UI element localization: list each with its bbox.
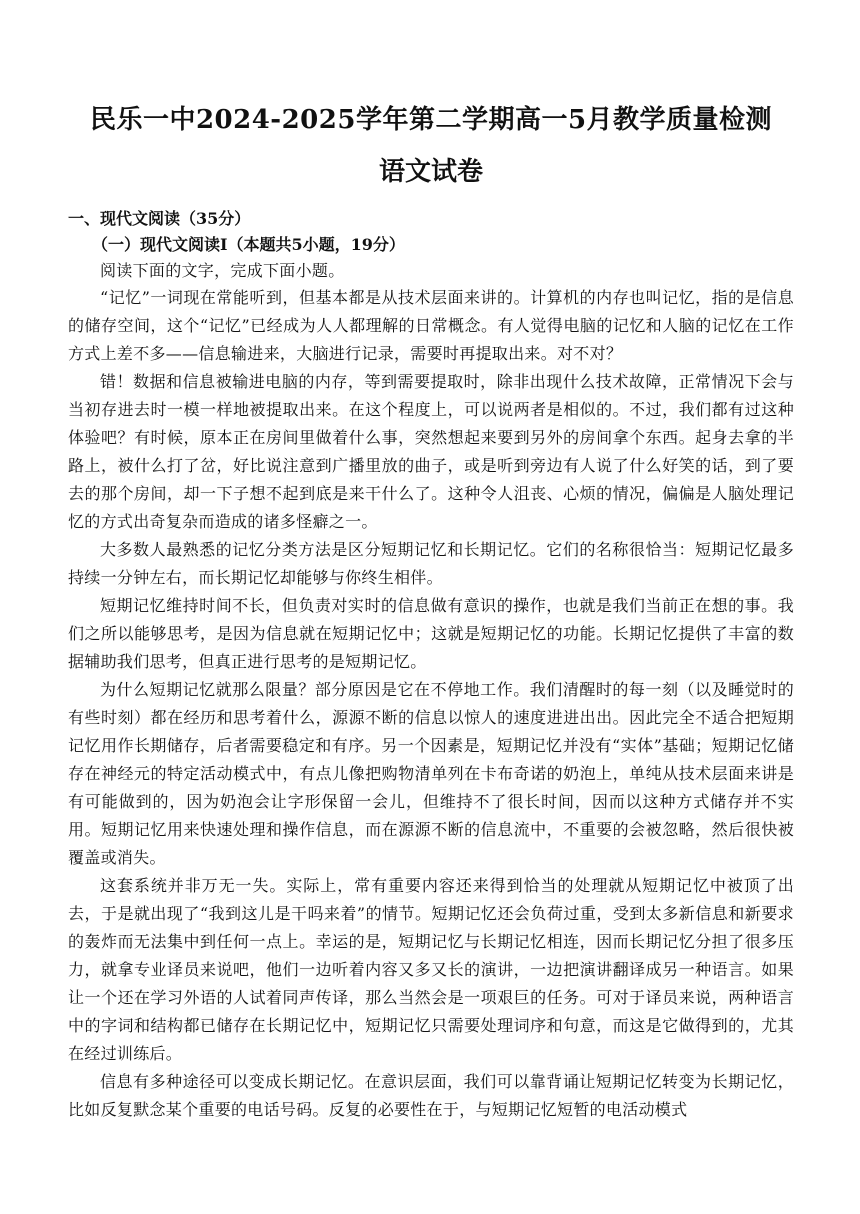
passage-paragraph-3: 大多数人最熟悉的记忆分类方法是区分短期记忆和长期记忆。它们的名称很恰当：短期记忆最多持续一分钟左右，而长期记忆却能够与你终生相伴。 xyxy=(68,540,794,587)
section-heading: 一、现代文阅读（35分） xyxy=(68,209,251,228)
passage-paragraph-7: 信息有多种途径可以变成长期记忆。在意识层面，我们可以靠背诵让短期记忆转变为长期记忆，比如反复默念某个重要的电话号码。反复的必要性在于，与短期记忆短暂的电活动模式 xyxy=(68,1072,794,1119)
passage-paragraph-5: 为什么短期记忆就那么限量？部分原因是它在不停地工作。我们清醒时的每一刻（以及睡觉时的有些时刻）都在经历和思考着什么，源源不断的信息以惊人的速度进进出出。因此完全不适合把短期记忆用作长期储存，后者需要稳定和有序。另一个因素是，短期记忆并没有“实体”基础；短期记忆储存在神经元的特定活动模式中，有点儿像把购物清单列在卡布奇诺的奶泡上，单纯从技术层面来讲是有可能做到的，因为奶泡会让字形保留一会儿，但维持不了很长时间，因而以这种方式储存并不实用。短期记忆用来快速处理和操作信息，而在源源不断的信息流中，不重要的会被忽略，然后很快被覆盖或消失。 xyxy=(68,680,794,867)
document-subtitle: 语文试卷 xyxy=(378,157,483,187)
reading-instruction: 阅读下面的文字，完成下面小题。 xyxy=(100,261,345,280)
passage-paragraph-2: 错！数据和信息被输进电脑的内存，等到需要提取时，除非出现什么技术故障，正常情况下会与当初存进去时一模一样地被提取出来。在这个程度上，可以说两者是相似的。不过，我们都有过这种体验吧？有时候，原本正在房间里做着什么事，突然想起来要到另外的房间拿个东西。起身去拿的半路上，被什么打了岔，好比说注意到广播里放的曲子，或是听到旁边有人说了什么好笑的话，到了要去的那个房间，却一下子想不起到底是来干什么了。这种令人沮丧、心烦的情况，偏偏是人脑处理记忆的方式出奇复杂而造成的诸多怪癖之一。 xyxy=(68,372,794,531)
passage-paragraph-6: 这套系统并非万无一失。实际上，常有重要内容还来得到恰当的处理就从短期记忆中被顶了出去，于是就出现了“我到这儿是干吗来着”的情节。短期记忆还会负荷过重，受到太多新信息和新要求的轰炸而无法集中到任何一点上。幸运的是，短期记忆与长期记忆相连，因而长期记忆分担了很多压力，就拿专业译员来说吧，他们一边听着内容又多又长的演讲，一边把演讲翻译成另一种语言。如果让一个还在学习外语的人试着同声传译，那么当然会是一项艰巨的任务。可对于译员来说，两种语言中的字词和结构都已储存在长期记忆中，短期记忆只需要处理词序和句意，而这是它做得到的，尤其在经过训练后。 xyxy=(68,876,794,1063)
subsection-heading: （一）现代文阅读Ⅰ（本题共5小题，19分） xyxy=(92,235,405,254)
passage-paragraph-1: “记忆”一词现在常能听到，但基本都是从技术层面来讲的。计算机的内存也叫记忆，指的是信息的储存空间，这个“记忆”已经成为人人都理解的日常概念。有人觉得电脑的记忆和人脑的记忆在工作方式上差不多——信息输进来，大脑进行记录，需要时再提取出来。对不对？ xyxy=(68,288,794,363)
document-title: 民乐一中2024-2025学年第二学期高一5月教学质量检测 xyxy=(89,105,773,135)
passage-paragraph-4: 短期记忆维持时间不长，但负责对实时的信息做有意识的操作，也就是我们当前正在想的事。我们之所以能够思考，是因为信息就在短期记忆中；这就是短期记忆的功能。长期记忆提供了丰富的数据辅助我们思考，但真正进行思考的是短期记忆。 xyxy=(68,596,794,671)
